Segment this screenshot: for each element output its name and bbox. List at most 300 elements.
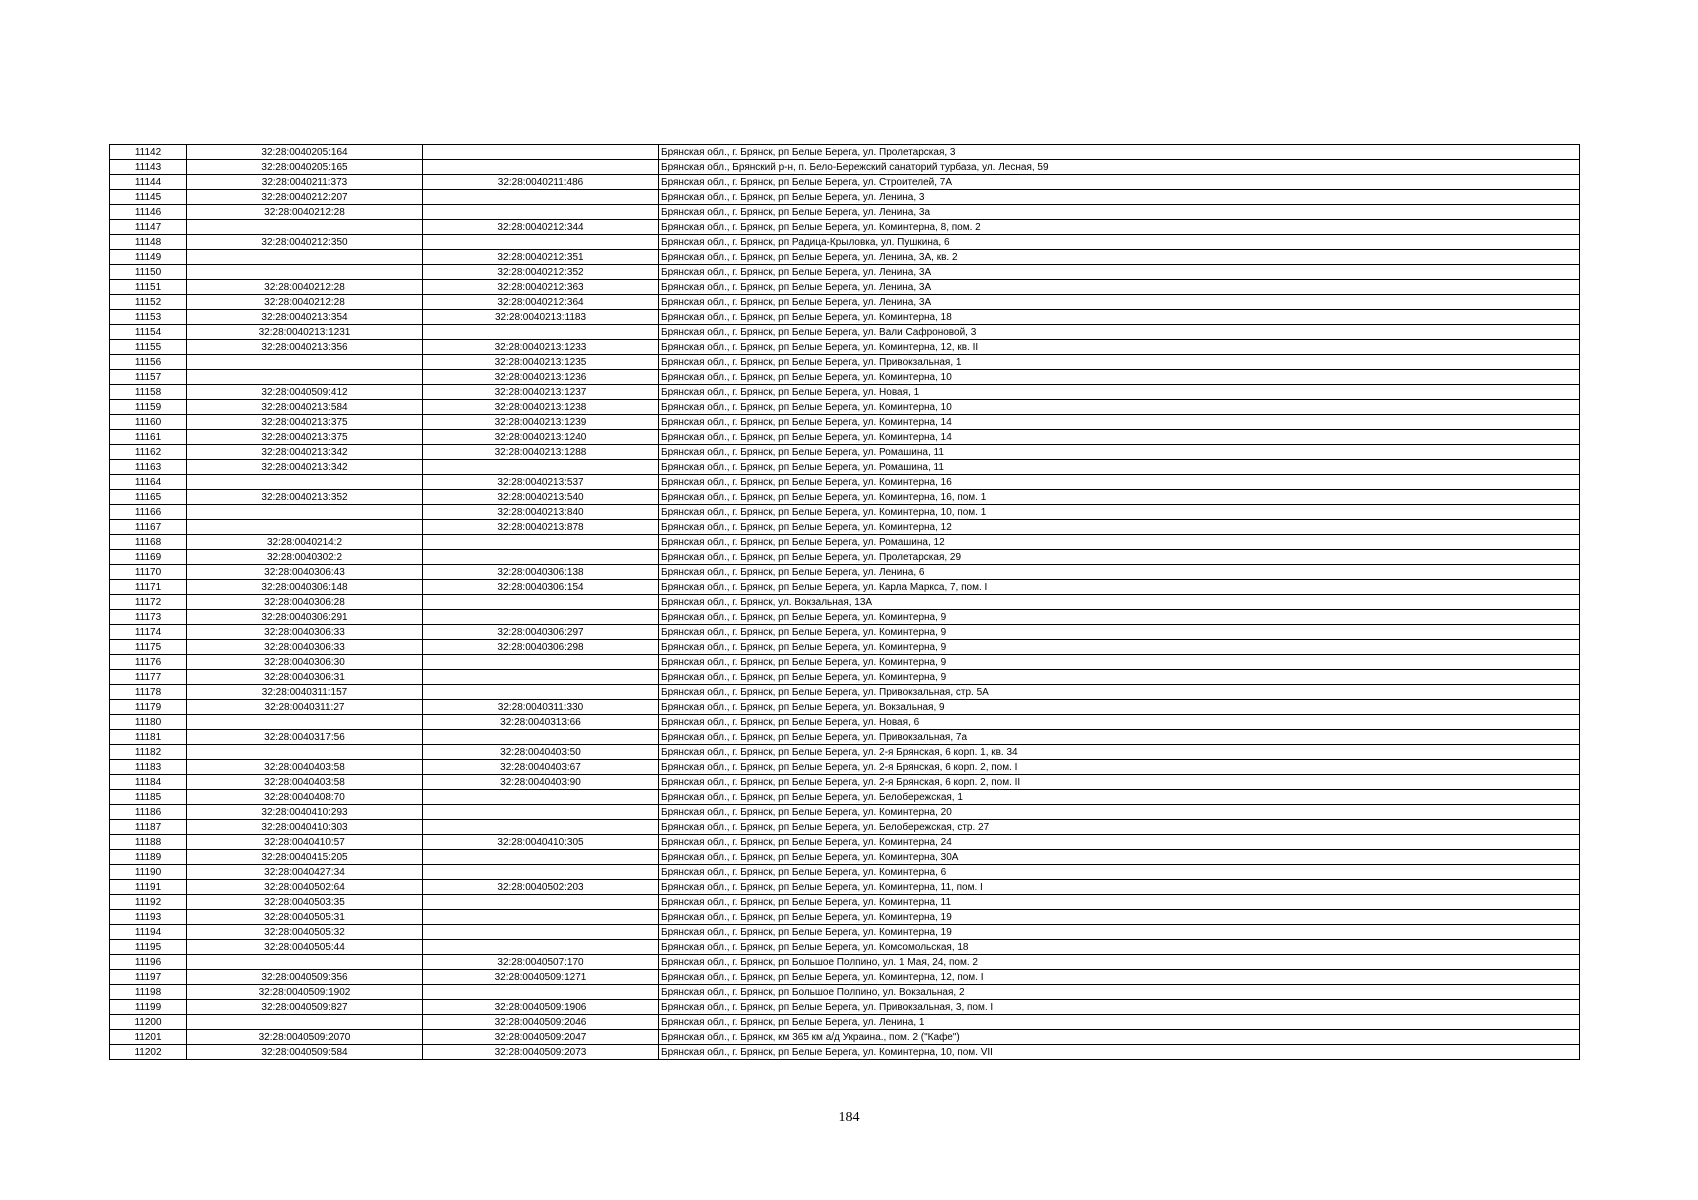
cadastral-number-cell: 32:28:0040213:1231 [187,325,423,340]
row-number-cell: 11161 [110,430,187,445]
object-number-cell: 32:28:0040509:2046 [423,1015,659,1030]
row-number-cell: 11170 [110,565,187,580]
object-number-cell [423,790,659,805]
address-cell: Брянская обл., г. Брянск, рп Белые Берега, ул. Белобережская, стр. 27 [659,820,1580,835]
table-row [110,475,1580,490]
table-row [110,355,1580,370]
address-cell: Брянская обл., г. Брянск, рп Белые Берега, ул. Коминтерна, 12, кв. II [659,340,1580,355]
cadastral-number-cell [187,250,423,265]
table-row [110,775,1580,790]
row-number-cell: 11156 [110,355,187,370]
row-number-cell: 11196 [110,955,187,970]
row-number-cell: 11178 [110,685,187,700]
cadastral-number-cell: 32:28:0040503:35 [187,895,423,910]
row-number-cell: 11181 [110,730,187,745]
object-number-cell [423,895,659,910]
object-number-cell: 32:28:0040213:1237 [423,385,659,400]
row-number-cell: 11199 [110,1000,187,1015]
object-number-cell: 32:28:0040212:344 [423,220,659,235]
object-number-cell [423,325,659,340]
object-number-cell: 32:28:0040213:878 [423,520,659,535]
object-number-cell: 32:28:0040509:1906 [423,1000,659,1015]
table-row [110,520,1580,535]
row-number-cell: 11151 [110,280,187,295]
cadastral-number-cell [187,265,423,280]
address-cell: Брянская обл., г. Брянск, рп Белые Берега, ул. Коминтерна, 9 [659,610,1580,625]
row-number-cell: 11144 [110,175,187,190]
address-cell: Брянская обл., г. Брянск, рп Белые Берега, ул. Вали Сафроновой, 3 [659,325,1580,340]
table-row [110,505,1580,520]
table-row [110,820,1580,835]
cadastral-number-cell [187,715,423,730]
row-number-cell: 11145 [110,190,187,205]
cadastral-number-cell: 32:28:0040410:293 [187,805,423,820]
table-row [110,265,1580,280]
address-cell: Брянская обл., г. Брянск, рп Белые Берега, ул. Привокзальная, стр. 5А [659,685,1580,700]
cadastral-number-cell: 32:28:0040427:34 [187,865,423,880]
table-row [110,445,1580,460]
object-number-cell: 32:28:0040212:363 [423,280,659,295]
cadastral-number-cell: 32:28:0040509:1902 [187,985,423,1000]
object-number-cell [423,850,659,865]
address-cell: Брянская обл., г. Брянск, рп Белые Берега, ул. Коминтерна, 12 [659,520,1580,535]
cadastral-number-cell: 32:28:0040212:28 [187,295,423,310]
cadastral-number-cell: 32:28:0040212:207 [187,190,423,205]
table-body [110,145,1580,1060]
address-cell: Брянская обл., г. Брянск, рп Белые Берега, ул. Коминтерна, 9 [659,655,1580,670]
object-number-cell: 32:28:0040213:1235 [423,355,659,370]
table-row [110,625,1580,640]
cadastral-number-cell: 32:28:0040306:291 [187,610,423,625]
address-cell: Брянская обл., г. Брянск, рп Белые Берега, ул. Коминтерна, 11 [659,895,1580,910]
object-number-cell [423,190,659,205]
row-number-cell: 11150 [110,265,187,280]
row-number-cell: 11188 [110,835,187,850]
cadastral-number-cell: 32:28:0040306:30 [187,655,423,670]
address-cell: Брянская обл., г. Брянск, рп Белые Берега, ул. Коминтерна, 11, пом. I [659,880,1580,895]
address-cell: Брянская обл., г. Брянск, рп Белые Берега, ул. Строителей, 7А [659,175,1580,190]
table-row [110,370,1580,385]
address-cell: Брянская обл., г. Брянск, рп Белые Берега, ул. Коминтерна, 16 [659,475,1580,490]
cadastral-number-cell: 32:28:0040403:58 [187,775,423,790]
cadastral-number-cell: 32:28:0040302:2 [187,550,423,565]
row-number-cell: 11171 [110,580,187,595]
row-number-cell: 11149 [110,250,187,265]
address-cell: Брянская обл., г. Брянск, рп Белые Берега, ул. Ленина, 3А [659,295,1580,310]
object-number-cell: 32:28:0040509:2073 [423,1045,659,1060]
table-row [110,715,1580,730]
row-number-cell: 11176 [110,655,187,670]
address-cell: Брянская обл., г. Брянск, рп Большое Полпино, ул. Вокзальная, 2 [659,985,1580,1000]
address-cell: Брянская обл., г. Брянск, рп Белые Берега, ул. Коминтерна, 14 [659,415,1580,430]
object-number-cell [423,205,659,220]
object-number-cell [423,985,659,1000]
object-number-cell: 32:28:0040507:170 [423,955,659,970]
table-row [110,760,1580,775]
object-number-cell [423,925,659,940]
row-number-cell: 11190 [110,865,187,880]
table-row [110,220,1580,235]
address-cell: Брянская обл., г. Брянск, рп Белые Берега, ул. Ленина, 1 [659,1015,1580,1030]
cadastral-number-cell: 32:28:0040509:2070 [187,1030,423,1045]
address-cell: Брянская обл., г. Брянск, рп Белые Берега, ул. Ромашина, 12 [659,535,1580,550]
row-number-cell: 11152 [110,295,187,310]
address-cell: Брянская обл., г. Брянск, рп Белые Берега, ул. Привокзальная, 7а [659,730,1580,745]
row-number-cell: 11194 [110,925,187,940]
address-cell: Брянская обл., г. Брянск, рп Белые Берега, ул. Коминтерна, 16, пом. 1 [659,490,1580,505]
cadastral-number-cell: 32:28:0040408:70 [187,790,423,805]
object-number-cell [423,655,659,670]
row-number-cell: 11172 [110,595,187,610]
table-row [110,400,1580,415]
row-number-cell: 11158 [110,385,187,400]
table-row [110,385,1580,400]
cadastral-number-cell: 32:28:0040213:342 [187,445,423,460]
object-number-cell [423,670,659,685]
row-number-cell: 11159 [110,400,187,415]
cadastral-number-cell [187,475,423,490]
address-cell: Брянская обл., г. Брянск, рп Белые Берега, ул. Ленина, 3А [659,280,1580,295]
row-number-cell: 11197 [110,970,187,985]
cadastral-number-cell: 32:28:0040311:157 [187,685,423,700]
cadastral-number-cell: 32:28:0040502:64 [187,880,423,895]
cadastral-number-cell: 32:28:0040213:342 [187,460,423,475]
row-number-cell: 11143 [110,160,187,175]
row-number-cell: 11186 [110,805,187,820]
address-cell: Брянская обл., г. Брянск, рп Белые Берега, ул. Коминтерна, 14 [659,430,1580,445]
address-cell: Брянская обл., г. Брянск, рп Белые Берега, ул. Коминтерна, 9 [659,625,1580,640]
row-number-cell: 11193 [110,910,187,925]
row-number-cell: 11182 [110,745,187,760]
address-cell: Брянская обл., г. Брянск, рп Белые Берега, ул. Ромашина, 11 [659,460,1580,475]
cadastral-number-cell: 32:28:0040306:43 [187,565,423,580]
cadastral-number-cell: 32:28:0040213:375 [187,415,423,430]
row-number-cell: 11191 [110,880,187,895]
object-number-cell: 32:28:0040403:50 [423,745,659,760]
row-number-cell: 11177 [110,670,187,685]
cadastral-number-cell: 32:28:0040306:33 [187,640,423,655]
table-row [110,910,1580,925]
object-number-cell: 32:28:0040213:537 [423,475,659,490]
table-row [110,1015,1580,1030]
address-cell: Брянская обл., г. Брянск, рп Белые Берега, ул. Коминтерна, 20 [659,805,1580,820]
object-number-cell: 32:28:0040213:840 [423,505,659,520]
address-cell: Брянская обл., г. Брянск, рп Белые Берега, ул. Пролетарская, 3 [659,145,1580,160]
address-cell: Брянская обл., г. Брянск, рп Белые Берега, ул. Ленина, 6 [659,565,1580,580]
address-cell: Брянская обл., г. Брянск, рп Белые Берега, ул. Коминтерна, 30А [659,850,1580,865]
cadastral-number-cell: 32:28:0040403:58 [187,760,423,775]
cadastral-number-cell: 32:28:0040306:33 [187,625,423,640]
row-number-cell: 11195 [110,940,187,955]
cadastral-number-cell: 32:28:0040212:28 [187,280,423,295]
cadastral-number-cell: 32:28:0040505:44 [187,940,423,955]
address-cell: Брянская обл., г. Брянск, рп Белые Берега, ул. 2-я Брянская, 6 корп. 2, пом. II [659,775,1580,790]
address-cell: Брянская обл., г. Брянск, рп Белые Берега, ул. Коминтерна, 9 [659,670,1580,685]
table-row [110,340,1580,355]
address-cell: Брянская обл., г. Брянск, рп Белые Берега, ул. Новая, 1 [659,385,1580,400]
table-row [110,655,1580,670]
table-row [110,805,1580,820]
address-cell: Брянская обл., г. Брянск, рп Радица-Крыловка, ул. Пушкина, 6 [659,235,1580,250]
cadastral-number-cell: 32:28:0040509:827 [187,1000,423,1015]
table-row [110,580,1580,595]
table-row [110,205,1580,220]
cadastral-number-cell: 32:28:0040211:373 [187,175,423,190]
address-cell: Брянская обл., г. Брянск, рп Белые Берега, ул. 2-я Брянская, 6 корп. 2, пом. I [659,760,1580,775]
row-number-cell: 11162 [110,445,187,460]
address-cell: Брянская обл., г. Брянск, рп Белые Берега, ул. Ленина, 3А [659,265,1580,280]
object-number-cell [423,940,659,955]
table-row [110,730,1580,745]
address-cell: Брянская обл., Брянский р-н, п. Бело-Бережский санаторий турбаза, ул. Лесная, 59 [659,160,1580,175]
address-cell: Брянская обл., г. Брянск, рп Белые Берега, ул. Коминтерна, 9 [659,640,1580,655]
cadastral-number-cell [187,1015,423,1030]
address-cell: Брянская обл., г. Брянск, рп Белые Берега, ул. Вокзальная, 9 [659,700,1580,715]
address-cell: Брянская обл., г. Брянск, рп Большое Полпино, ул. 1 Мая, 24, пом. 2 [659,955,1580,970]
table-row [110,565,1580,580]
table-row [110,175,1580,190]
object-number-cell [423,610,659,625]
row-number-cell: 11166 [110,505,187,520]
cadastral-number-cell: 32:28:0040205:165 [187,160,423,175]
object-number-cell: 32:28:0040213:1233 [423,340,659,355]
object-number-cell: 32:28:0040213:1240 [423,430,659,445]
row-number-cell: 11154 [110,325,187,340]
row-number-cell: 11200 [110,1015,187,1030]
cadastral-number-cell: 32:28:0040306:28 [187,595,423,610]
table-row [110,460,1580,475]
table-row [110,940,1580,955]
object-number-cell: 32:28:0040306:138 [423,565,659,580]
cadastral-number-cell [187,220,423,235]
address-cell: Брянская обл., г. Брянск, рп Белые Берега, ул. Коминтерна, 6 [659,865,1580,880]
address-cell: Брянская обл., г. Брянск, рп Белые Берега, ул. Привокзальная, 3, пом. I [659,1000,1580,1015]
row-number-cell: 11183 [110,760,187,775]
table-row [110,190,1580,205]
object-number-cell [423,160,659,175]
object-number-cell: 32:28:0040403:67 [423,760,659,775]
table-row [110,295,1580,310]
object-number-cell: 32:28:0040509:2047 [423,1030,659,1045]
table-row [110,1030,1580,1045]
address-cell: Брянская обл., г. Брянск, рп Белые Берега, ул. Коминтерна, 10 [659,370,1580,385]
row-number-cell: 11168 [110,535,187,550]
cadastral-number-cell: 32:28:0040509:584 [187,1045,423,1060]
object-number-cell: 32:28:0040306:298 [423,640,659,655]
cadastral-number-cell [187,955,423,970]
table-row [110,550,1580,565]
table-row [110,790,1580,805]
object-number-cell: 32:28:0040213:1239 [423,415,659,430]
cadastral-number-cell: 32:28:0040306:31 [187,670,423,685]
row-number-cell: 11165 [110,490,187,505]
table-row [110,610,1580,625]
object-number-cell [423,145,659,160]
address-cell: Брянская обл., г. Брянск, рп Белые Берега, ул. Коминтерна, 10, пом. 1 [659,505,1580,520]
object-number-cell: 32:28:0040306:297 [423,625,659,640]
cadastral-number-cell: 32:28:0040509:412 [187,385,423,400]
object-number-cell [423,685,659,700]
table-row [110,640,1580,655]
row-number-cell: 11155 [110,340,187,355]
address-cell: Брянская обл., г. Брянск, рп Белые Берега, ул. Пролетарская, 29 [659,550,1580,565]
row-number-cell: 11160 [110,415,187,430]
address-cell: Брянская обл., г. Брянск, рп Белые Берега, ул. Ленина, 3 [659,190,1580,205]
row-number-cell: 11173 [110,610,187,625]
row-number-cell: 11198 [110,985,187,1000]
object-number-cell: 32:28:0040213:1238 [423,400,659,415]
table-row [110,310,1580,325]
table-row [110,925,1580,940]
table-row [110,145,1580,160]
object-number-cell [423,595,659,610]
table-row [110,850,1580,865]
address-cell: Брянская обл., г. Брянск, рп Белые Берега, ул. Карла Маркса, 7, пом. I [659,580,1580,595]
row-number-cell: 11184 [110,775,187,790]
table-row [110,535,1580,550]
cadastral-number-cell: 32:28:0040213:352 [187,490,423,505]
object-number-cell [423,730,659,745]
address-cell: Брянская обл., г. Брянск, ул. Вокзальная, 13А [659,595,1580,610]
table-row [110,595,1580,610]
address-cell: Брянская обл., г. Брянск, рп Белые Берега, ул. Ленина, 3а [659,205,1580,220]
address-cell: Брянская обл., г. Брянск, рп Белые Берега, ул. Коминтерна, 10 [659,400,1580,415]
object-number-cell [423,535,659,550]
address-cell: Брянская обл., г. Брянск, рп Белые Берега, ул. Коминтерна, 24 [659,835,1580,850]
address-cell: Брянская обл., г. Брянск, рп Белые Берега, ул. Привокзальная, 1 [659,355,1580,370]
row-number-cell: 11180 [110,715,187,730]
cadastral-number-cell: 32:28:0040205:164 [187,145,423,160]
cadastral-number-cell [187,745,423,760]
object-number-cell: 32:28:0040509:1271 [423,970,659,985]
row-number-cell: 11157 [110,370,187,385]
row-number-cell: 11174 [110,625,187,640]
cadastral-number-cell: 32:28:0040415:205 [187,850,423,865]
table-row [110,235,1580,250]
table-row [110,1000,1580,1015]
object-number-cell [423,235,659,250]
row-number-cell: 11201 [110,1030,187,1045]
address-cell: Брянская обл., г. Брянск, рп Белые Берега, ул. 2-я Брянская, 6 корп. 1, кв. 34 [659,745,1580,760]
address-cell: Брянская обл., г. Брянск, рп Белые Берега, ул. Коминтерна, 18 [659,310,1580,325]
address-cell: Брянская обл., г. Брянск, рп Белые Берега, ул. Новая, 6 [659,715,1580,730]
table-row [110,970,1580,985]
cadastral-number-cell: 32:28:0040410:303 [187,820,423,835]
cadastral-number-cell: 32:28:0040214:2 [187,535,423,550]
object-number-cell: 32:28:0040502:203 [423,880,659,895]
row-number-cell: 11202 [110,1045,187,1060]
object-number-cell: 32:28:0040410:305 [423,835,659,850]
table-row [110,955,1580,970]
object-number-cell: 32:28:0040212:364 [423,295,659,310]
object-number-cell [423,865,659,880]
object-number-cell: 32:28:0040311:330 [423,700,659,715]
address-cell: Брянская обл., г. Брянск, рп Белые Берега, ул. Коминтерна, 12, пом. I [659,970,1580,985]
object-number-cell: 32:28:0040213:1288 [423,445,659,460]
cadastral-number-cell [187,370,423,385]
row-number-cell: 11192 [110,895,187,910]
table-row [110,325,1580,340]
cadastral-number-cell: 32:28:0040509:356 [187,970,423,985]
row-number-cell: 11147 [110,220,187,235]
cadastral-number-cell [187,355,423,370]
cadastral-number-cell: 32:28:0040213:354 [187,310,423,325]
object-number-cell: 32:28:0040212:352 [423,265,659,280]
page-number: 184 [838,1110,860,1125]
object-number-cell: 32:28:0040211:486 [423,175,659,190]
object-number-cell [423,820,659,835]
cadastral-number-cell: 32:28:0040505:32 [187,925,423,940]
cadastral-number-cell: 32:28:0040306:148 [187,580,423,595]
address-cell: Брянская обл., г. Брянск, рп Белые Берега, ул. Ленина, 3А, кв. 2 [659,250,1580,265]
table-row [110,250,1580,265]
cadastral-number-cell: 32:28:0040410:57 [187,835,423,850]
table-row [110,670,1580,685]
row-number-cell: 11142 [110,145,187,160]
address-cell: Брянская обл., г. Брянск, рп Белые Берега, ул. Коминтерна, 19 [659,910,1580,925]
address-cell: Брянская обл., г. Брянск, рп Белые Берега, ул. Комсомольская, 18 [659,940,1580,955]
cadastral-number-cell [187,505,423,520]
object-number-cell: 32:28:0040313:66 [423,715,659,730]
address-cell: Брянская обл., г. Брянск, рп Белые Берега, ул. Коминтерна, 10, пом. VII [659,1045,1580,1060]
cadastral-table [109,144,1580,1060]
row-number-cell: 11175 [110,640,187,655]
object-number-cell [423,460,659,475]
cadastral-number-cell [187,520,423,535]
row-number-cell: 11179 [110,700,187,715]
cadastral-number-cell: 32:28:0040213:584 [187,400,423,415]
row-number-cell: 11187 [110,820,187,835]
cadastral-number-cell: 32:28:0040213:356 [187,340,423,355]
address-cell: Брянская обл., г. Брянск, рп Белые Берега, ул. Коминтерна, 8, пом. 2 [659,220,1580,235]
address-cell: Брянская обл., г. Брянск, рп Белые Берега, ул. Ромашина, 11 [659,445,1580,460]
row-number-cell: 11169 [110,550,187,565]
table-row [110,415,1580,430]
object-number-cell [423,550,659,565]
row-number-cell: 11148 [110,235,187,250]
table-row [110,895,1580,910]
object-number-cell: 32:28:0040403:90 [423,775,659,790]
cadastral-number-cell: 32:28:0040317:56 [187,730,423,745]
cadastral-number-cell: 32:28:0040505:31 [187,910,423,925]
object-number-cell [423,805,659,820]
table-row [110,280,1580,295]
table-row [110,880,1580,895]
table-row [110,835,1580,850]
table-row [110,490,1580,505]
address-cell: Брянская обл., г. Брянск, км 365 км а/д Украина., пом. 2 ("Кафе") [659,1030,1580,1045]
object-number-cell: 32:28:0040306:154 [423,580,659,595]
row-number-cell: 11163 [110,460,187,475]
row-number-cell: 11167 [110,520,187,535]
object-number-cell: 32:28:0040213:1183 [423,310,659,325]
row-number-cell: 11185 [110,790,187,805]
table-row [110,685,1580,700]
cadastral-number-cell: 32:28:0040212:350 [187,235,423,250]
object-number-cell: 32:28:0040213:1236 [423,370,659,385]
table-row [110,985,1580,1000]
row-number-cell: 11164 [110,475,187,490]
address-cell: Брянская обл., г. Брянск, рп Белые Берега, ул. Коминтерна, 19 [659,925,1580,940]
address-cell: Брянская обл., г. Брянск, рп Белые Берега, ул. Белобережская, 1 [659,790,1580,805]
object-number-cell [423,910,659,925]
object-number-cell: 32:28:0040213:540 [423,490,659,505]
table-row [110,160,1580,175]
table-row [110,865,1580,880]
object-number-cell: 32:28:0040212:351 [423,250,659,265]
table-row [110,700,1580,715]
row-number-cell: 11153 [110,310,187,325]
